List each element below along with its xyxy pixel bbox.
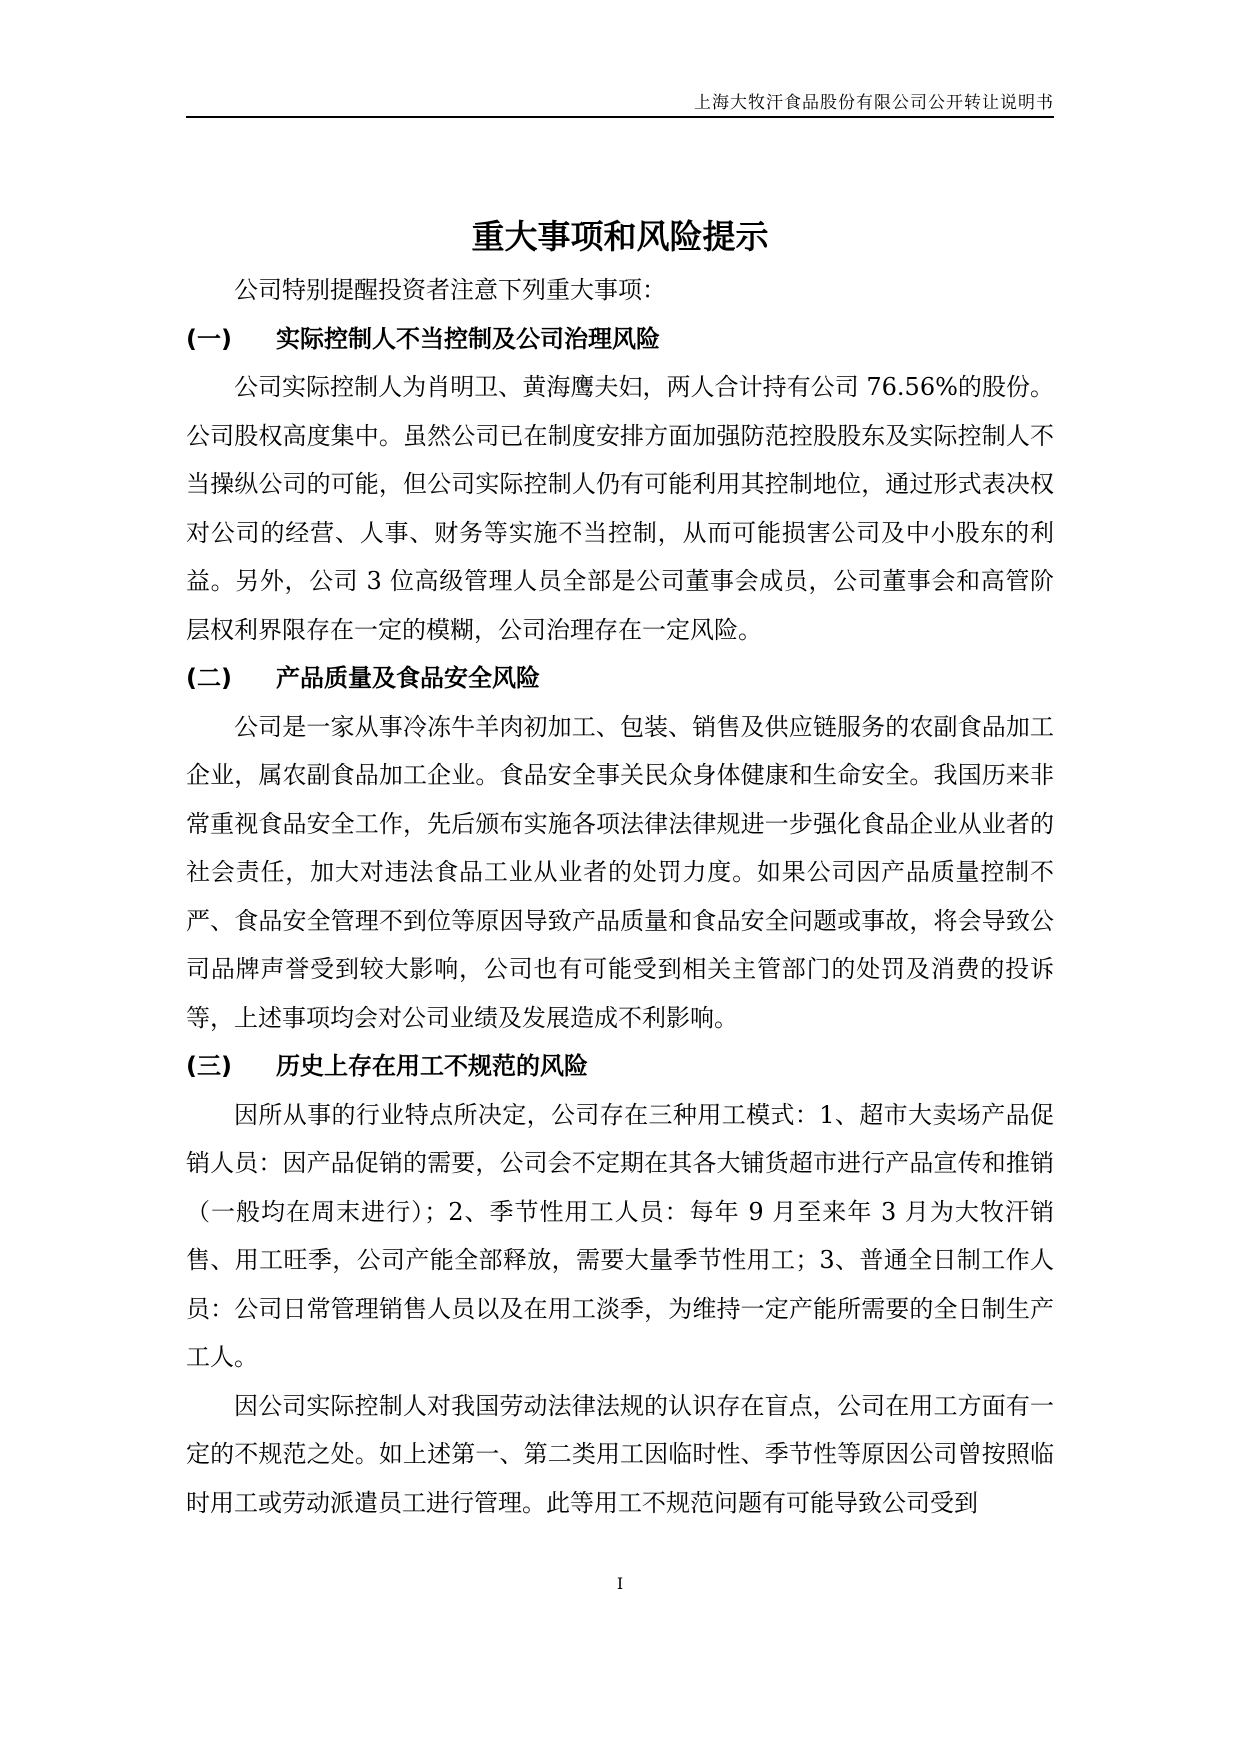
- section-2: [186, 654, 1054, 1042]
- section-number: (二): [186, 664, 232, 692]
- section-3: [186, 1042, 1054, 1527]
- page-number: I: [616, 1574, 624, 1593]
- running-header: 上海大牧汗食品股份有限公司公开转让说明书: [694, 93, 1054, 113]
- section-heading: [186, 315, 1054, 364]
- body-paragraph: 因所从事的行业特点所决定，公司存在三种用工模式：1、超市大卖场产品促销人员：因产品促销的需要，公司会不定期在其各大铺货超市进行产品宣传和推销（一般均在周末进行）；2、季节性用工人员：每年 9 月至来年 3 月为大牧汗销售、用工旺季，公司产能全部释放，需要大量季节性用工；3、普通全日制工作人员：公司日常管理销售人员以及在用工淡季，为维持一定产能所需要的全日制生产工人。: [186, 1100, 1054, 1371]
- intro-paragraph: 公司特别提醒投资者注意下列重大事项：: [234, 276, 666, 304]
- section-number: (一): [186, 324, 232, 353]
- section-number: (三): [186, 1052, 232, 1080]
- document-title: 重大事项和风险提示: [471, 217, 769, 256]
- section-1: [186, 315, 1054, 655]
- section-title: 实际控制人不当控制及公司治理风险: [276, 324, 660, 353]
- section-heading: [186, 654, 1054, 703]
- section-title: 产品质量及食品安全风险: [276, 664, 540, 692]
- section-title: 历史上存在用工不规范的风险: [276, 1052, 588, 1080]
- body-paragraph: 因公司实际控制人对我国劳动法律法规的认识存在盲点，公司在用工方面有一定的不规范之处。如上述第一、第二类用工因临时性、季节性等原因公司曾按照临时用工或劳动派遣员工进行管理。此等用工不规范问题有可能导致公司受到: [186, 1391, 1054, 1517]
- section-heading: [186, 1042, 1054, 1091]
- header-divider: [186, 116, 1054, 118]
- document-body: [186, 208, 1054, 1527]
- body-paragraph: 公司实际控制人为肖明卫、黄海鹰夫妇，两人合计持有公司 76.56%的股份。公司股权高度集中。虽然公司已在制度安排方面加强防范控股股东及实际控制人不当操纵公司的可能，但公司实际控制人仍有可能利用其控制地位，通过形式表决权对公司的经营、人事、财务等实施不当控制，从而可能损害公司及中小股东的利益。另外，公司 3 位高级管理人员全部是公司董事会成员，公司董事会和高管阶层权利界限存在一定的模糊，公司治理存在一定风险。: [186, 373, 1054, 644]
- body-paragraph: 公司是一家从事冷冻牛羊肉初加工、包装、销售及供应链服务的农副食品加工企业，属农副食品加工企业。食品安全事关民众身体健康和生命安全。我国历来非常重视食品安全工作，先后颁布实施各项法律法律规进一步强化食品企业从业者的社会责任，加大对违法食品工业从业者的处罚力度。如果公司因产品质量控制不严、食品安全管理不到位等原因导致产品质量和食品安全问题或事故，将会导致公司品牌声誉受到较大影响，公司也有可能受到相关主管部门的处罚及消费的投诉等，上述事项均会对公司业绩及发展造成不利影响。: [186, 712, 1054, 1032]
